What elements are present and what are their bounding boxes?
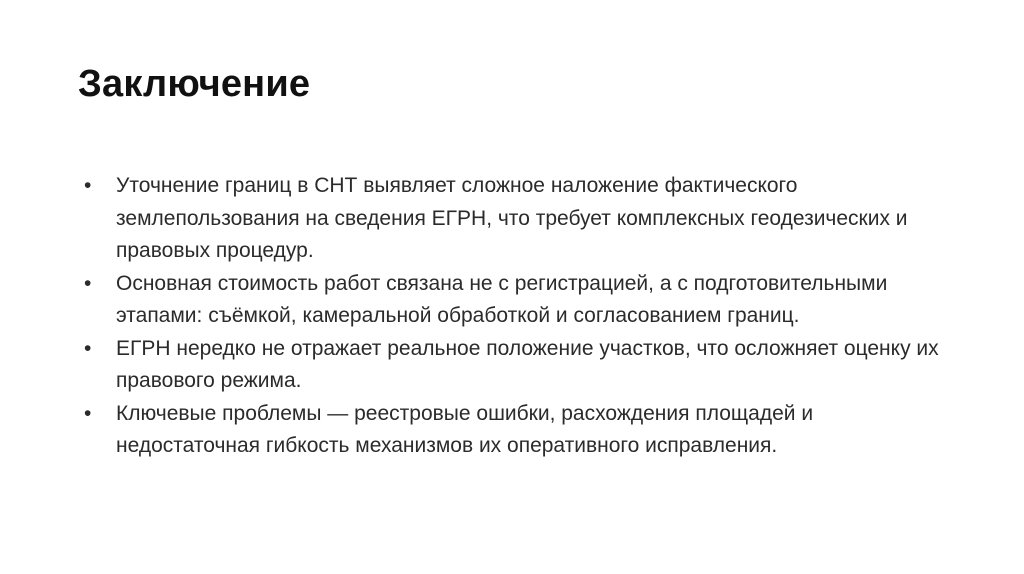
slide-title: Заключение — [78, 63, 311, 105]
bullet-marker: • — [84, 336, 92, 360]
bullet-item — [84, 268, 944, 333]
bullet-marker: • — [84, 271, 92, 295]
bullet-text: ЕГРН нередко не отражает реальное положение участков, что осложняет оценку их правового режима. — [116, 336, 939, 392]
bullet-marker: • — [84, 401, 92, 425]
bullet-text: Основная стоимость работ связана не с регистрацией, а с подготовительными этапами: съёмкой, камеральной обработкой и согласованием границ. — [116, 271, 888, 327]
bullet-text: Ключевые проблемы — реестровые ошибки, расхождения площадей и недостаточная гибкость механизмов их оперативного исправления. — [116, 401, 814, 457]
bullet-marker: • — [84, 174, 92, 197]
bullet-item — [84, 170, 944, 268]
bullet-text: Уточнение границ в СНТ выявляет сложное наложение фактического землепользования на сведения ЕГРН, что требует комплексных геодезических и правовых процедур. — [116, 174, 908, 262]
bullet-item — [84, 398, 944, 463]
bullet-list — [84, 170, 944, 463]
bullet-item — [84, 333, 944, 398]
